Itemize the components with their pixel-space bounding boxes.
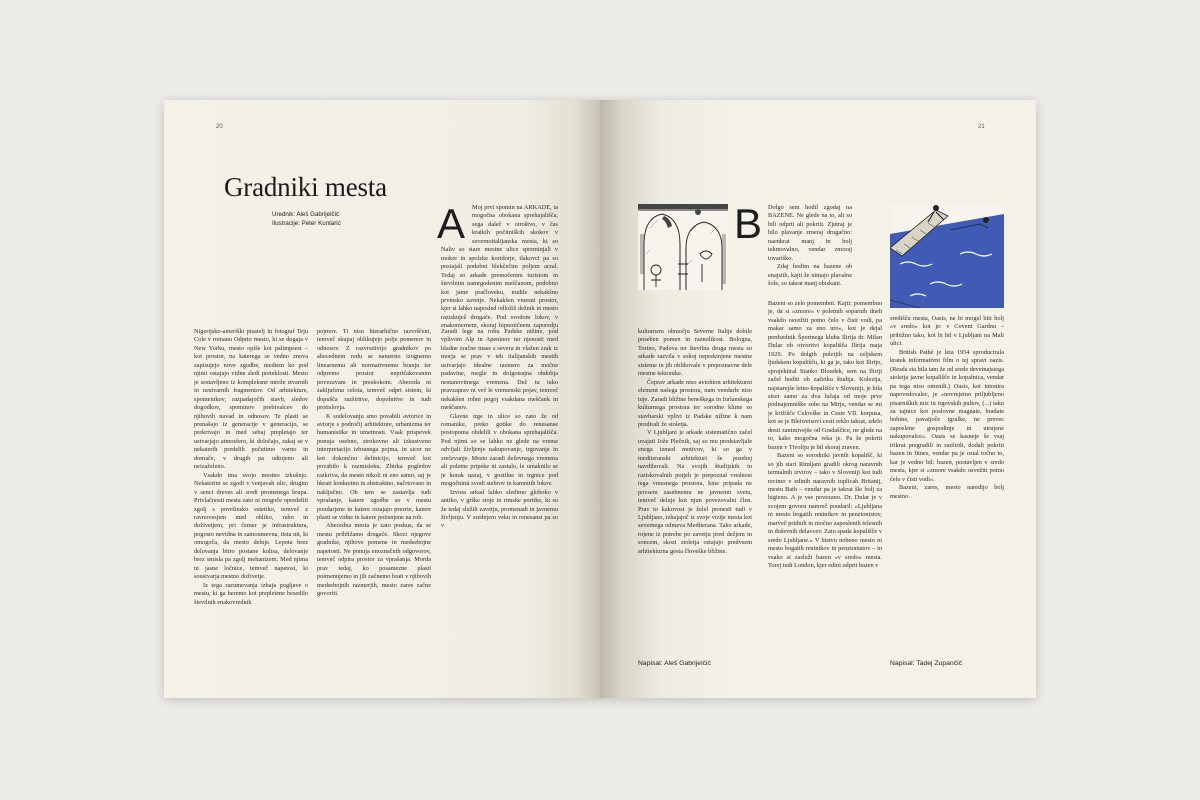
paragraph: Bazeni, zares, mesto naredijo bolj mestno. <box>890 484 1004 500</box>
arcade-illustration-icon <box>638 204 728 290</box>
paragraph: pojmov. Ti niso hierarhično razvrščeni, temveč skupaj oblikujejo polje pomenov in odnosov. Z razvrstitvijo gradnikov po abecednem redu se namerno izognemo linearnemu ali normativnemu branju ter odpremo prostor nepričakovanim povezavam in preskokom. Abeceda ni zaključena celota, temveč odprt sistem, ki dopušča razširitve, dopolnitve in tudi protislovja. <box>317 328 431 412</box>
intro-text-narrow <box>472 204 558 246</box>
paragraph: Abecedna mesta je zato poskus, da se mestu približamo drugače. Skozi njegove gradnike, njihove pomene in medsebojne napetosti. Ne ponuja enoznačnih odgovorov, temveč odpira prostor za vprašanja. Morda prav tedaj, ko posamezne plasti poimenujemo in jih začnemo brati v njihovih medsebojnih razmerjih, mesto zares začne govoriti. <box>317 522 431 598</box>
column-2 <box>317 328 431 674</box>
article-title: Gradniki mesta <box>224 172 387 202</box>
illustration-credit: Ilustracije: Peter Kuntarić <box>272 220 341 227</box>
article-credits <box>272 210 341 228</box>
right-page <box>600 100 1036 698</box>
paragraph: Zaradi lege na robu Padske nižine, pod vplivom Alp in Apeninov ter njenosti med hladne zračne mase s severa in vlažen zrak iz morja se prav v teh italijanskih mestih ustvarjajo idealne razmere za močne padavine, megle in dolgotrajna obdobja nestanovitnega vremena. Dež tu tako pravzaprav ni več le vremenski pojav, temveč nekakšen robni pogoj vsakdana meščank in meščanov. <box>441 328 558 412</box>
paragraph: Izvora arkad lahko sledimo globoko v antiko, v grške stoje in rimske portike, ki so že tedaj služili zavetju, promenadi in javnemu življenju. V srednjem veku in renesansi pa so v <box>441 488 558 530</box>
intro-paragraph: Dolgo sem hodil zgodaj na BAZENE. Ne glede na to, ali so bili odprti ali pokriti. Zjutraj je bilo plavanje zmeraj drugačno: naenkrat manj in bolj tekmovalno, vendar zmoraj tovariško. <box>768 204 852 262</box>
intro-paragraph: Moj prvi spomin na ARKADE, ta mogočna obokana sprehajališča, sega daleč v otroštvo, v čas kratkih počitniških skokov v severnoitalijanska mesta, ki so <box>472 204 558 245</box>
paragraph: Bazeni so sorodniki javnih kopališč, ki so jih stari Rimljani gradili okrog naravnih termalnih izvirov – tako v Sloveniji kot tudi recimo v edinih naravnih toplicah Britanij, mestu Bath – vendar pa je takrat šlo bolj za higieno. A je vse povezano. Dr. Dular je v svojem govoru namreč poudaril: »Ljubljana ni mesto bogatih rentnikov in penzionistov, marveč pridnih in močno zaposlenih telesnih in duševnih delavcev. Zato spada kopališče v sredo Ljubljane.« V bistvu nobeno mesto ni mesto bogatih rentnikov in penzionistov – in vsako si zasluži bazen »v sredo« mesta. Toreј tudi London, kjer edini odprti bazen v <box>768 452 882 570</box>
paragraph: Vsakdo ima svojo mestno izkušnjo. Nekaterim se zgodi v venjavah ulic, drugim v senci dreves ali sredi promenega hrupa. Privlačnosti mesta zato ni mogoče opredeliti zgolj s površinsko estetiko, temveč z ravnovesjem med obliko, rabo in doživetjem, pri čemer je infrastruktura, pogosto nevidna in samoumevna, tista nit, ki omogoča, da mesto deluje. Lepota brez delovanja bitro postane kulisa, delovanje brez smisla pa zgolj mehanizem. Med njima ni jasne ločnice, temveč napetost, ki soustvarja mestno doživetje. <box>194 471 308 581</box>
paragraph: Nigerijsko-ameriški pisatelj in fotograf Teju Cole v romanu Odprto mesto, ki se dogaja v New Yorku, mesto opiše kot palimpsest – kot prostor, na katerega se vedno znova zapisujejo nove zgodbe, medtem ko pod njimi ostajajo vidne sledi preteklosti. Mesto je sestavljeno iz kompleksne mreže stvarnih in nestvarnih fragmentov. Od arhitekture, spomenikov, razpadajočih stavb, sledov dogodkov, spominov prebivalcev do njihovih navad in odnosov. Te plasti se prenašajo iz generacije v generacijo, se prekrivajo in med sebaj prepletajo ter ustvarjajo atmosfero, ki določajo, zakaj se v nekaterih predelih počutimo varno in domače, v drugih pa odtujeno ali neizaželeno. <box>194 328 308 471</box>
paragraph: središču mesta, Oasis, ne bi mogel biti bolj »v sredo« kot je: v Covent Gardnu – pribižno tako, kot bi bil v Ljubljani na Mali ulici. <box>890 315 1004 348</box>
paragraph: Bazeni so zelo pomembni. Kajti: pomembno je, da si »zmore« v poletnih soparnih dneh vsakdo osvežiti potno čelo v čisti vodi, pa makar samo za eno uro«, kot je dejal predsednik Športnega kluba Ilirija dr. Milan Dular ob otvoritvi kopališča Ilirija maja 1929. Po dolgih poletjih na celjskem ljudskem kopališču, ki ga je, tako kot Ilirijo, sprojektiral Stanko Bloudek, sem na Iliriji začel hoditi ob začetku študija. Kolezija, najstarejše letno kopališče v Sloveniji, je bila sicer samo za dva lučaja od moje prve podnajemniške sobe na Mirju, vendar se mi je križišče Celovške in Ceste VII. korpusa, kot se je Bleiweisovi cesti reklo takrat, zdelo dosti zanimivejše od Gradaščice, ne glede na to, kako mogočna reka je. Pa še pokriti bazen v Tivoliju je bil skoraj zraven. <box>768 300 882 451</box>
author-signature: Napisal: Aleš Gabrijelčič <box>638 660 711 667</box>
column-1 <box>638 328 752 656</box>
intro-paragraph-continued: Naliv so stare mestne ulice spreminjali v mokre in spolzke koridorje, tlakovci pa so postajali podobni blekčečim poljem arzal. Tedaj so arkade premočenim turistom in številnim namrgodenim meščanom, podobno kot jame pračloveku, nudile nekakšno prvinsko zavetje. Nekakšen vmesni prostor, kjer si lahko naposled odložiš dežnik in mesto raziskuješ drugače. Pod svodom lokov, v enakomernem, skoraj hipnotičnem zaporedju <box>441 246 558 330</box>
paragraph: Iz tega razumevanja izhaja pogljave o mestu, ki ga beremo kot prepletene besedilo številnih enakovrednih <box>194 581 308 606</box>
paragraph: kulturnem območju Severne Italije dobile poseben pomen in raznolikost. Bologna, Torino, Padova ter številna druga mesta so arkade razvila v sokoj neprekinjene mestne sisteme in jih oblikovale v prepoznavne dele mestne tektonike. <box>638 328 752 378</box>
column-2 <box>768 300 882 674</box>
paragraph: Glavne trge in ulice so zato že od romanike, preko gotike do renesanse postopoma obdelili v obokana sprehajališča. Pod njimi so se lahko ne glede na vreme odvijali življenje nakupovanje, trgovanje in srečevanje. Mesto zaradi deževnega vremena ali poletne pripeke ni zastalo, le umaknilo se je korak nazaj, v gostilne in trgnice pod mogočnimi svodi stebrov in kamnitih lokov. <box>441 412 558 488</box>
paragraph: V Ljubljani je arkade sistematično začel uvajati Jože Plečnik, saj so mu predstavljale enega izmed motivov, ki so ga v mediteranski arhitekturi še posebej navdihovali. Na svojih študijskih in raziskovalnih potjeh je prepoznal vrednost tega vmesnega prostora, kine pripada ne povsem zasebnemu ne javnemu svetu, temveč deluje kot njun povezovalni člen. Prav to kakovost je želel prenesti tudi v Ljubljano, izhajajoč iz svoje vizije mesta kot severnega odmeva Mediterana. Tako arkade, rojene iz potrebe po zavetju pred dežjem in soncem, skozi stoletja ostajajo predvsem arhitekturna gesta človeške bližine. <box>638 429 752 555</box>
page-number: 20 <box>216 124 223 130</box>
column-1 <box>194 328 308 674</box>
paragraph: Čeprav arkade niso avtohton arhitekturni element našega prostora, nam vendarle niso tuje. Zaradi bližine beneškega in furlanskega kulturnega prostora ter sorodne klime so stavbarski vplivi iz Padske nižine k nam prodirali že stoletja. <box>638 378 752 428</box>
left-page <box>164 100 600 698</box>
column-3 <box>441 328 558 674</box>
intro-paragraph: Zdaj hodim na bazene ob enajstih, kajti že nimajo plavalne šole, so takrat manj obiskani. <box>768 263 852 288</box>
column-3 <box>890 315 1004 555</box>
author-signature: Napisal: Tadej Zupančič <box>890 660 963 667</box>
intro-text <box>768 204 852 300</box>
magazine-spread <box>164 100 1036 698</box>
paragraph: K sodelovanju smo povabili avtorice in avtorje s področij arhitekture, urbanizma ter humanistike in umetnosti. Vsak prispevek ponuja osebno, strokovno ali izkustveno interpretacijo izbranega pojma, in sicer ne kot dokončno definicijo, temveč kot povabilo k razmisleku. Zbirka pogledov razkriva, da mesto nikoli ni eno samo, saj je hkrati konkretno in abstraktno, načrtovano in naključno. Ob tem se zastavlja tudi vprašanje, katere zgodbe so v mestu poudarjene in katere ostajajo prezrte, katere plasti se vidne in katere potisnjene na rob. <box>317 412 431 521</box>
drop-cap: A <box>437 200 466 247</box>
paragraph: British Pathé je leta 1954 sproducirala kratek informativni film o tej spravi oazis. (Resda sta bila tam že od srede devetnajstega stoletja javne kopališče in kopalnica, vendar pa tega niso omenili.) Oasis, kot intonira napovedovalec, je »novrejetno priljubljeno pisarniških miz in trgovskih pultov, (...) tako za tajnice kot poslovne magnate, bradate bobme, pavaijoče igralke, ne prevec zaposlene gospodinje in utrujene nakupovalce«. Oasis se kasneje še vsaj trikrat pregradili in razširili, dodali pokriti bazen in fitnes, vendar pa je ostal točno to, kar je vedno bil: bazen, postavljen v sredo mesta, kjer si »zmore vsakdo osvežiti potno čelo v čisti vodi«. <box>890 348 1004 483</box>
pool-illustration-icon <box>890 204 1004 308</box>
editor-credit: Urednik: Aleš Gabrijelčič <box>272 211 340 218</box>
intro-text-wide <box>441 246 558 330</box>
page-number: 21 <box>978 124 985 130</box>
drop-cap: B <box>734 200 763 247</box>
